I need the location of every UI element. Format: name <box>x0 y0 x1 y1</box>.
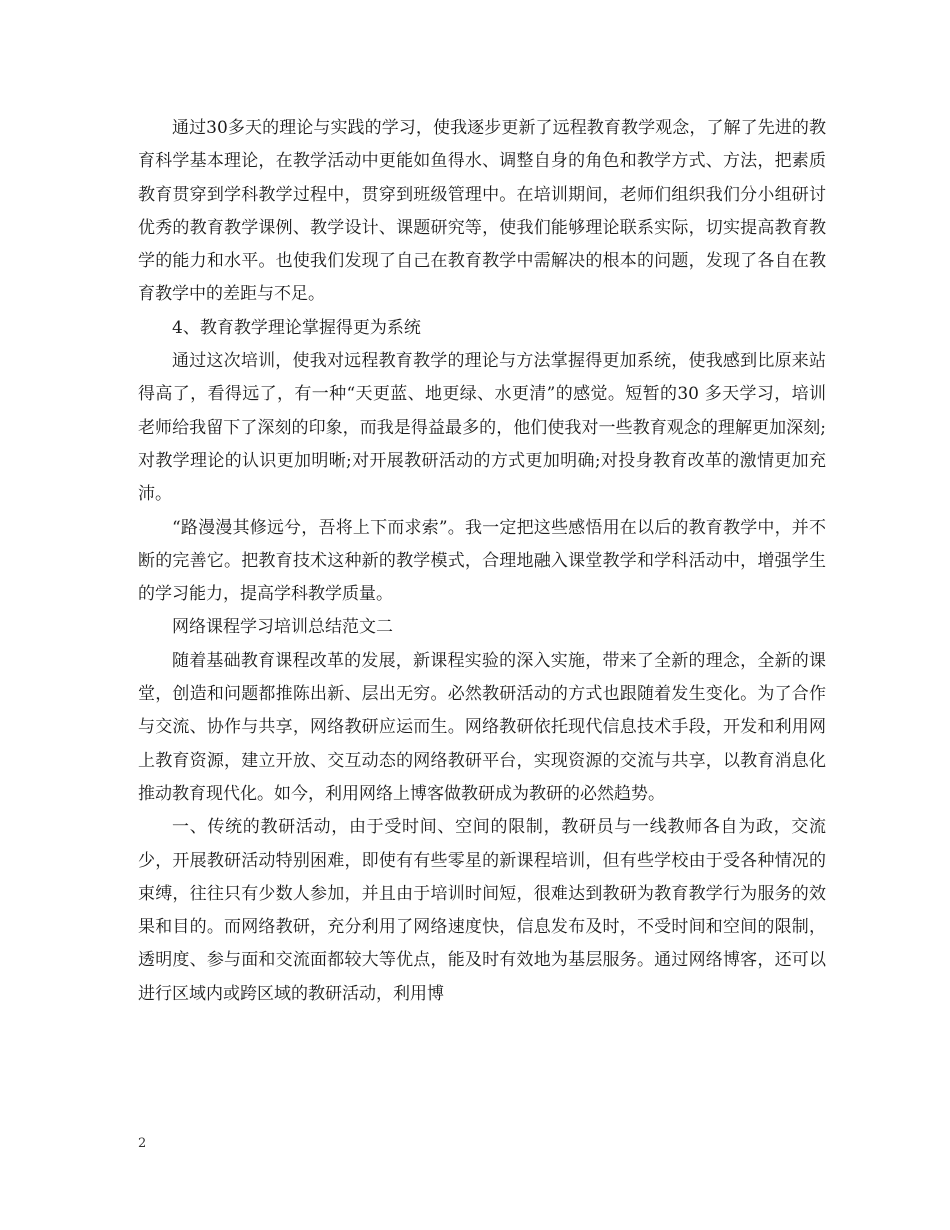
paragraph-quote-reflection: “路漫漫其修远兮，吾将上下而求索”。我一定把这些感悟用在以后的教育教学中，并不断的完善它。把教育技术这种新的教学模式，合理地融入课堂教学和学科活动中，增强学生的学习能力，提高学科教学质量。 <box>138 517 826 605</box>
section-heading-theory: 4、教育教学理论掌握得更为系统 <box>172 317 421 338</box>
paragraph-training-system: 通过这次培训，使我对远程教育教学的理论与方法掌握得更加系统，使我感到比原来站得高了，看得远了，有一种“天更蓝、地更绿、水更清”的感觉。短暂的30 多天学习，培训老师给我留下了深刻的印象，而我是得益最多的，他们使我对一些教育观念的理解更加深刻;对教学理论的认识更加明晰;对开展教研活动的方式更加明确;对投身教育改革的激情更加充沛。 <box>138 351 826 505</box>
page-number: 2 <box>138 1136 147 1151</box>
paragraph-study-summary: 通过30多天的理论与实践的学习，使我逐步更新了远程教育教学观念，了解了先进的教育科学基本理论，在教学活动中更能如鱼得水、调整自身的角色和教学方式、方法，把素质教育贯穿到学科教学过程中，贯穿到班级管理中。在培训期间，老师们组织我们分小组研讨优秀的教育教学课例、教学设计、课题研究等，使我们能够理论联系实际，切实提高教育教学的能力和水平。也使我们发现了自己在教育教学中需解决的根本的问题，发现了各自在教育教学中的差距与不足。 <box>138 118 826 305</box>
paragraph-traditional-research: 一、传统的教研活动，由于受时间、空间的限制，教研员与一线教师各自为政，交流少，开展教研活动特别困难，即使有有些零星的新课程培训，但有些学校由于受各种情况的束缚，往往只有少数人参加，并且由于培训时间短，很难达到教研为教育教学行为服务的效果和目的。而网络教研，充分利用了网络速度快，信息发布及时，不受时间和空间的限制，透明度、参与面和交流面都较大等优点，能及时有效地为基层服务。通过网络博客，还可以进行区域内或跨区域的教研活动，利用博 <box>138 817 826 1004</box>
document-body <box>138 112 826 1011</box>
article-title-two: 网络课程学习培训总结范文二 <box>172 617 393 638</box>
paragraph-network-research: 随着基础教育课程改革的发展，新课程实验的深入实施，带来了全新的理念，全新的课堂，创造和问题都推陈出新、层出无穷。必然教研活动的方式也跟随着发生变化。为了合作与交流、协作与共享，网络教研应运而生。网络教研依托现代信息技术手段，开发和利用网上教育资源，建立开放、交互动态的网络教研平台，实现资源的交流与共享，以教育消息化推动教育现代化。如今，利用网络上博客做教研成为教研的必然趋势。 <box>138 650 826 804</box>
